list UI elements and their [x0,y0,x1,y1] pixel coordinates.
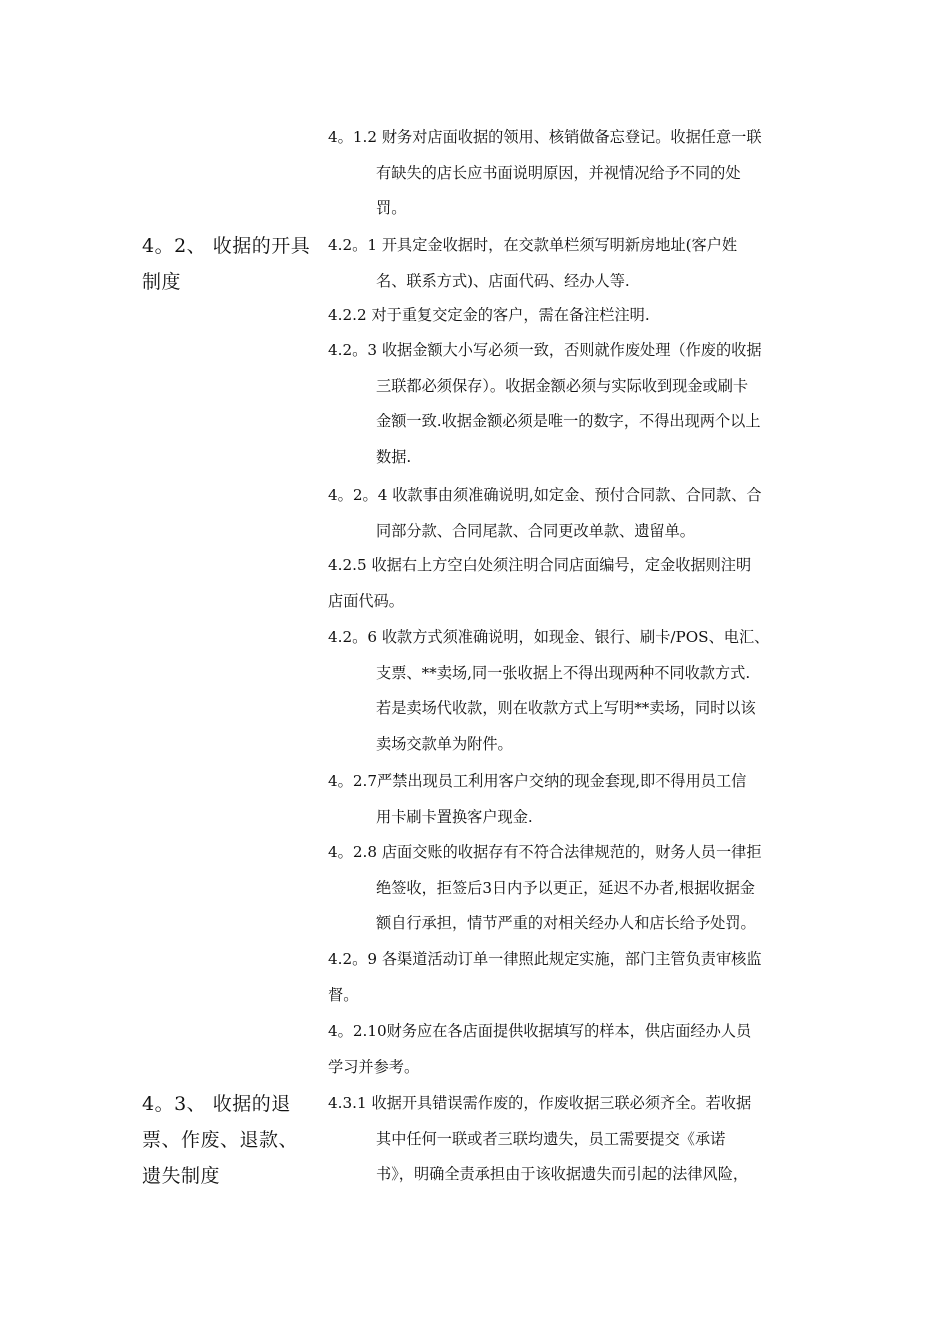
clause-line: 4。2.8 店面交账的收据存有不符合法律规范的，财务人员一律拒 [328,843,762,861]
clause-line: 若是卖场代收款，则在收款方式上写明**卖场，同时以该 [376,699,756,717]
clause-line: 4.2.2 对于重复交定金的客户，需在备注栏注明. [328,306,650,324]
section-heading-4-3 [142,1086,314,1194]
clause-4-2-4 [328,478,810,549]
clause-4-2-2 [328,298,810,334]
clause-line: 用卡刷卡置换客户现金. [376,807,533,826]
clause-line: 4。2.7严禁出现员工利用客户交纳的现金套现,即不得用员工信 [328,772,747,790]
clause-line: 4.2。3 收据金额大小写必须一致，否则就作废处理（作废的收据 [328,341,762,359]
clause-line: 数据. [376,447,412,466]
clause-4-2-3 [328,333,810,475]
clause-line: 金额一致.收据金额必须是唯一的数字，不得出现两个以上 [376,412,761,430]
clause-line: 有缺失的店长应书面说明原因，并视情况给予不同的处 [376,163,741,182]
clause-line: 4.2。6 收款方式须准确说明，如现金、银行、刷卡/POS、电汇、 [328,628,770,646]
clause-line: 4.2.5 收据右上方空白处须注明合同店面编号，定金收据则注明 [328,556,752,574]
clause-line: 4。1.2 财务对店面收据的领用、核销做备忘登记。收据任意一联 [328,128,762,146]
clause-line: 额自行承担，情节严重的对相关经办人和店长给予处罚。 [376,914,756,932]
clause-4-2-5 [328,548,810,619]
section-heading-4-2 [142,228,314,300]
clause-line: 督。 [328,985,359,1004]
section-heading-line: 遗失制度 [142,1165,221,1187]
clause-line: 学习并参考。 [328,1057,420,1076]
clause-line: 4.2。9 各渠道活动订单一律照此规定实施，部门主管负责审核监 [328,950,762,968]
clause-4-2-8 [328,835,810,942]
clause-4-2-1 [328,228,810,299]
clause-line: 店面代码。 [328,591,404,610]
clause-line: 4.3.1 收据开具错误需作废的，作废收据三联必须齐全。若收据 [328,1094,752,1112]
clause-line: 4。2.10财务应在各店面提供收据填写的样本，供店面经办人员 [328,1022,752,1040]
section-heading-line: 票、作废、退款、 [142,1129,299,1151]
clause-4-2-10 [328,1014,810,1085]
clause-4-2-9 [328,942,810,1013]
clause-4-2-7 [328,764,810,835]
clause-line: 书》，明确全责承担由于该收据遗失而引起的法律风险， [376,1165,749,1183]
clause-4-1-2 [328,120,810,227]
section-heading-line: 4。2、 收据的开具 [142,235,311,257]
clause-line: 同部分款、合同尾款、合同更改单款、遗留单。 [376,521,695,540]
section-heading-line: 4。3、 收据的退 [142,1093,291,1115]
clause-line: 4。2。4 收款事由须准确说明,如定金、预付合同款、合同款、合 [328,486,762,504]
clause-line: 其中任何一联或者三联均遗失，员工需要提交《承诺 [376,1129,726,1148]
clause-4-2-6 [328,620,810,762]
clause-line: 绝签收，拒签后3日内予以更正，延迟不办者,根据收据金 [376,878,755,897]
clause-4-3-1 [328,1086,810,1193]
clause-line: 名、联系方式)、店面代码、经办人等. [376,271,630,290]
clause-line: 卖场交款单为附件。 [376,734,513,753]
section-heading-line: 制度 [142,271,182,293]
clause-line: 罚。 [376,199,407,217]
clause-line: 支票、**卖场,同一张收据上不得出现两种不同收款方式. [376,663,751,682]
clause-line: 三联都必须保存）。收据金额必须与实际收到现金或刷卡 [376,376,749,395]
clause-line: 4.2。1 开具定金收据时，在交款单栏须写明新房地址(客户姓 [328,236,738,254]
